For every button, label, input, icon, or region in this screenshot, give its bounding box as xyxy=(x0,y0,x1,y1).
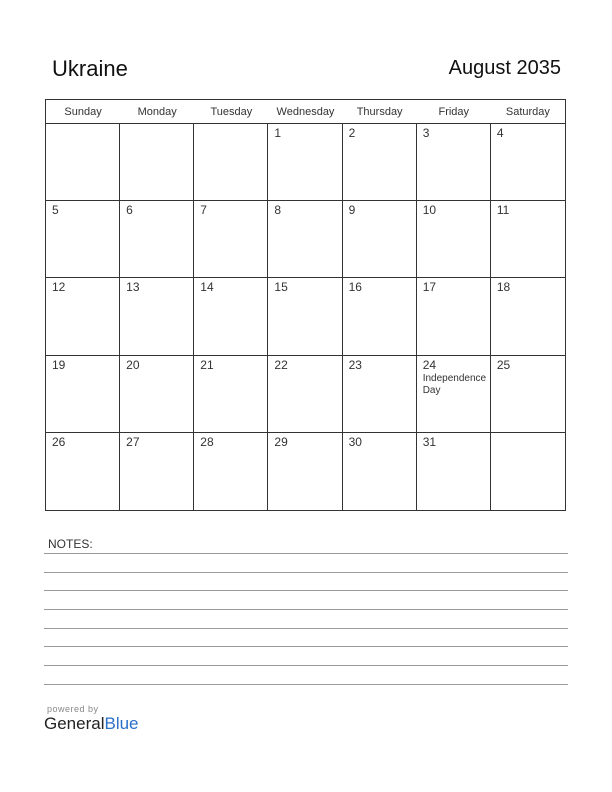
day-cell xyxy=(120,201,194,278)
day-number: 5 xyxy=(52,203,59,218)
note-line xyxy=(44,684,568,685)
day-cell xyxy=(120,433,194,510)
day-number: 16 xyxy=(348,280,362,295)
day-cell xyxy=(417,201,491,278)
day-cell xyxy=(194,356,268,433)
day-cell xyxy=(120,124,194,201)
day-number: 29 xyxy=(274,434,288,449)
note-line xyxy=(44,646,568,647)
day-cell xyxy=(268,124,342,201)
day-cell xyxy=(194,433,268,510)
day-number: 8 xyxy=(274,203,282,218)
day-cell xyxy=(268,278,342,355)
day-number: 30 xyxy=(348,434,362,449)
day-cell xyxy=(417,124,491,201)
brand-blue: Blue xyxy=(104,714,139,733)
brand-logo xyxy=(44,704,139,734)
day-cell xyxy=(46,124,120,201)
day-cell xyxy=(268,356,342,433)
country-title: Ukraine xyxy=(52,56,128,81)
day-number: 12 xyxy=(52,280,66,295)
month-title: August 2035 xyxy=(448,57,561,79)
day-grid xyxy=(46,124,565,510)
note-line xyxy=(44,553,568,554)
day-number: 10 xyxy=(422,203,437,218)
day-number: 22 xyxy=(274,357,288,372)
day-number: 24 xyxy=(422,357,437,372)
day-cell xyxy=(268,433,342,510)
note-line xyxy=(44,609,568,610)
day-cell xyxy=(491,201,565,278)
weekday-thursday: Thursday xyxy=(356,106,403,118)
day-cell xyxy=(194,278,268,355)
day-number: 3 xyxy=(422,126,430,140)
day-number: 7 xyxy=(200,203,207,218)
day-number: 14 xyxy=(200,280,214,295)
calendar-grid xyxy=(45,99,566,511)
notes-label: NOTES: xyxy=(48,537,93,551)
day-cell xyxy=(194,201,268,278)
day-number: 31 xyxy=(422,434,437,449)
day-number: 4 xyxy=(496,126,504,140)
day-number: 28 xyxy=(200,434,214,449)
day-number: 9 xyxy=(348,203,356,218)
note-line xyxy=(44,572,568,573)
day-cell xyxy=(343,124,417,201)
day-number: 20 xyxy=(126,357,140,372)
brand-name xyxy=(44,714,139,734)
day-cell xyxy=(491,433,565,510)
day-number: 19 xyxy=(52,357,66,372)
day-cell xyxy=(46,201,120,278)
brand-general: General xyxy=(44,714,105,733)
day-number: 11 xyxy=(496,203,510,218)
day-cell xyxy=(343,433,417,510)
day-cell xyxy=(491,356,565,433)
weekday-header-row xyxy=(46,100,565,124)
day-cell xyxy=(343,278,417,355)
day-cell xyxy=(268,201,342,278)
day-number: 15 xyxy=(274,280,288,295)
day-cell xyxy=(120,278,194,355)
day-cell xyxy=(343,356,417,433)
note-line xyxy=(44,665,568,666)
day-number: 27 xyxy=(126,434,140,449)
weekday-wednesday: Wednesday xyxy=(276,106,335,118)
day-number: 2 xyxy=(348,126,356,140)
day-cell xyxy=(491,278,565,355)
day-number: 25 xyxy=(496,357,511,372)
day-cell xyxy=(491,124,565,201)
day-number: 17 xyxy=(422,280,437,295)
day-cell xyxy=(120,356,194,433)
weekday-friday: Friday xyxy=(438,106,470,118)
day-number: 6 xyxy=(126,203,133,218)
weekday-sunday: Sunday xyxy=(64,106,102,118)
day-number: 13 xyxy=(126,280,140,295)
weekday-tuesday: Tuesday xyxy=(210,106,253,118)
day-cell xyxy=(343,201,417,278)
day-cell xyxy=(194,124,268,201)
day-cell xyxy=(417,278,491,355)
weekday-monday: Monday xyxy=(137,106,177,118)
weekday-saturday: Saturday xyxy=(505,106,550,118)
day-cell xyxy=(46,356,120,433)
day-number: 26 xyxy=(52,434,66,449)
day-cell-holiday xyxy=(417,356,491,433)
holiday-label: Independence Day xyxy=(422,372,487,396)
note-line xyxy=(44,590,568,591)
day-number: 1 xyxy=(274,126,282,140)
day-number: 21 xyxy=(200,357,214,372)
day-cell xyxy=(46,433,120,510)
day-cell xyxy=(417,433,491,510)
day-number: 18 xyxy=(496,280,511,295)
powered-by-text: powered by xyxy=(47,704,99,714)
note-line xyxy=(44,628,568,629)
day-cell xyxy=(46,278,120,355)
day-number: 23 xyxy=(348,357,362,372)
